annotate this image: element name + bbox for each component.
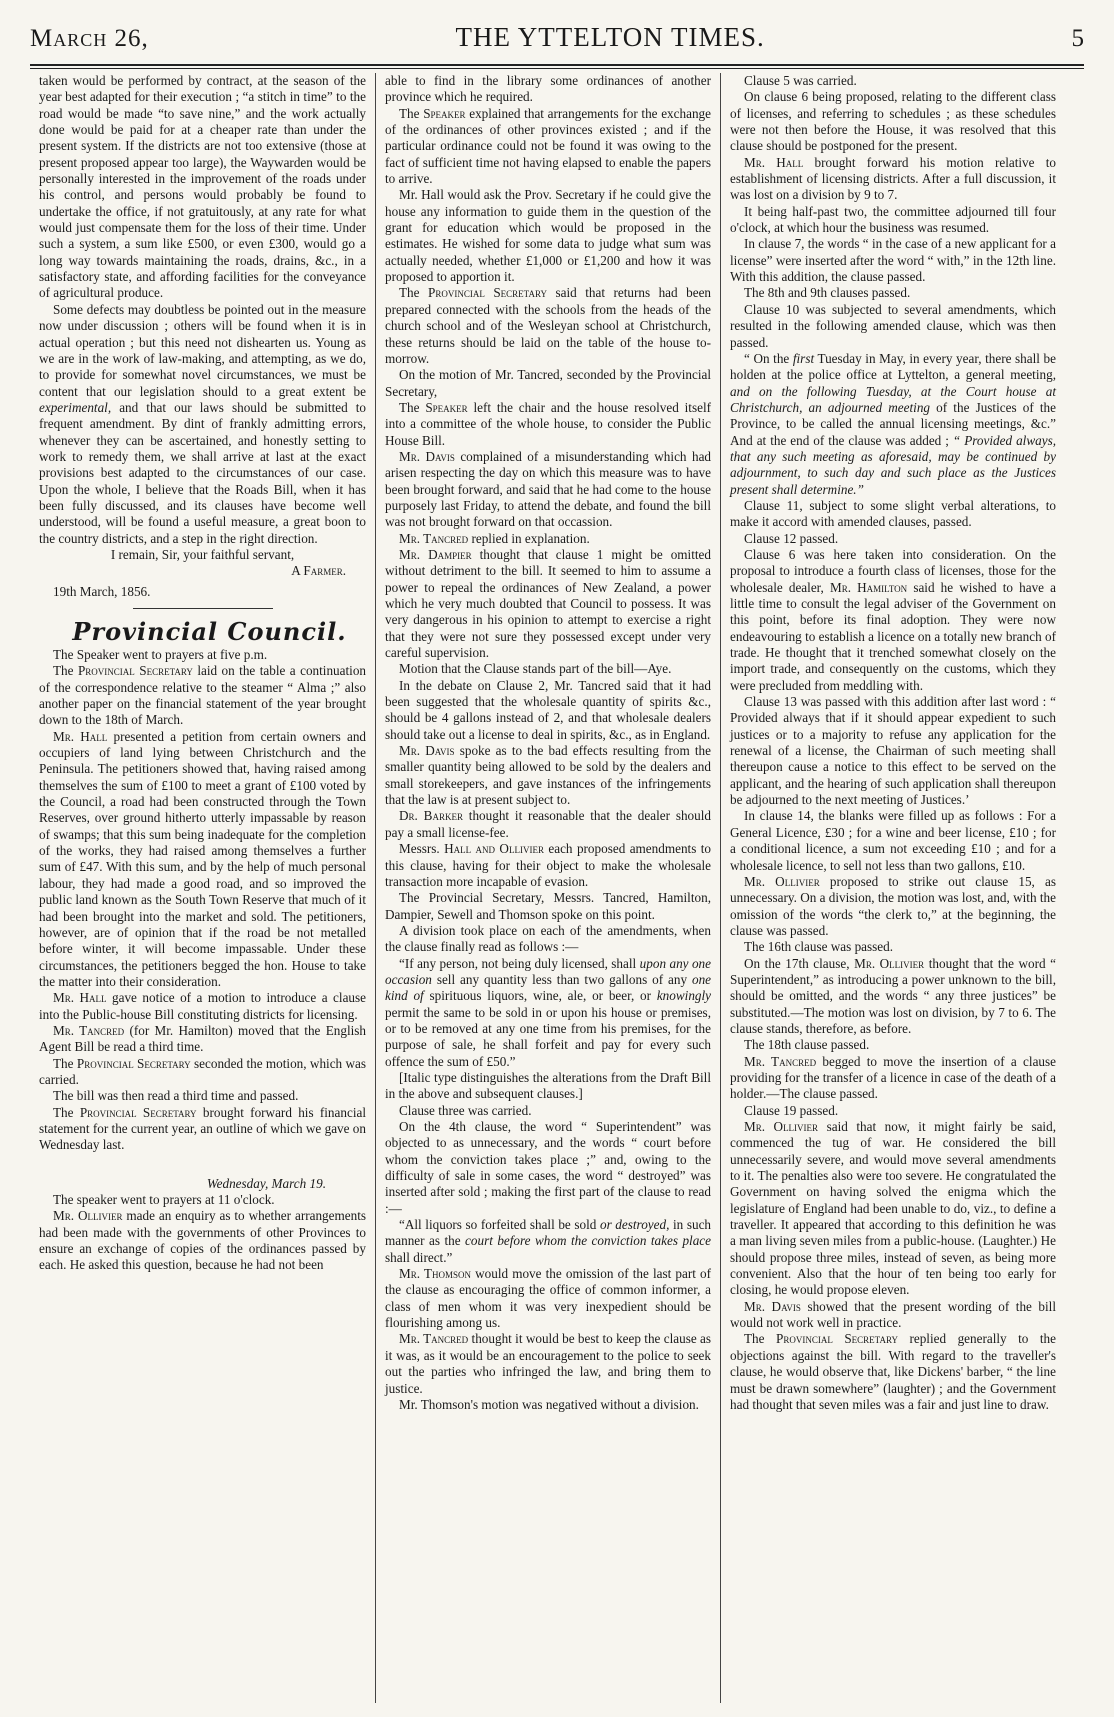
report-paragraph: Clause three was carried.: [399, 1102, 532, 1118]
report-paragraph: Mr. Hall presented a petition from certain owners and occupiers of land lying between Christchurch and the Peninsula. The petitioners showed that, having raised among themselves the sum of £100 to meet a grant of £100 voted by the Council, a road had been constructed through the Town Reserves, over ground hitherto utterly impassable by reason of swamps; that this sum being inadequate for the completion of the works, they had raised among themselves a further sum of £47. With this sum, and by the help of much personal labour, they had made a good road, and so improved the public land known as the South Town Reserve that much of it had been brought into the market and sold. The petitioners, however, are of opinion that if the road be not metalled before winter, it will become impassable. Under these circumstances, the petitioners begged the hon. House to take the matter into their consideration.: [39, 728, 367, 989]
report-paragraph: On the motion of Mr. Tancred, seconded by the Provincial Secretary,: [385, 367, 711, 399]
report-paragraph: The speaker went to prayers at 11 o'clock.: [53, 1192, 275, 1207]
report-paragraph: Mr. Davis spoke as to the bad effects resulting from the smaller quantity being allowed to be sold by the dealers and small storekeepers, and gave instances of the infringements that the law is at present subject to.: [385, 743, 712, 808]
section-heading: Provincial Council.: [72, 617, 347, 646]
report-paragraph: In clause 14, the blanks were filled up as follows : For a General Licence, £30 ; for a wine and beer license, £10 ; for a conditional licence, a sum not exceeding £10 ; and for a wholesale licence, to sell not less than two gallons, £10.: [730, 808, 1056, 873]
letter-paragraph: Some defects may doubtless be pointed out in the measure now under discussion ; others will be found when it is in actual operation ; but this need not dishearten us. Young as we are in the work of law-making, and attempting, as we do, to provide for somewhat novel circumstances, we must be content that our legislation should to a great extent be experimental, and that our laws should be submitted to frequent amendment. By dint of frankly admitting errors, whenever they can be ascertained, and honestly setting to work to remedy them, we shall arrive at last at the exact provisions best adapted to the circumstances of our case. Upon the whole, I believe that the Roads Bill, when it has been fully discussed, and its clauses have become well understood, will be found a useful measure, a great boon to the country districts, and a step in the right direction.: [39, 301, 367, 546]
report-paragraph: It being half-past two, the committee adjourned till four o'clock, at which hour the business was resumed.: [730, 203, 1056, 236]
report-paragraph: Mr. Davis showed that the present wording of the bill would not work well in practice.: [730, 1298, 1057, 1331]
letter-signature: A Farmer.: [291, 563, 346, 579]
masthead: [30, 22, 1084, 62]
report-paragraph: Mr. Davis complained of a misunderstanding which had arisen respecting the day on which this measure was to have been brought forward, and said that he had come to the house purposely last Friday, to attend the debate, and found the bill was not brought forward on that occassion.: [385, 448, 712, 530]
report-paragraph: The 16th clause was passed.: [744, 939, 894, 955]
report-paragraph: Clause 5 was carried.: [744, 73, 857, 88]
report-paragraph: Dr. Barker thought it reasonable that the dealer should pay a small license-fee.: [385, 808, 711, 840]
report-paragraph: Clause 19 passed.: [744, 1102, 839, 1118]
report-paragraph: Mr. Thomson would move the omission of the last part of the clause as encouraging the office of common informer, a class of men whom it was very inexpedient should be flourishing among us.: [385, 1266, 712, 1331]
report-paragraph: The Speaker explained that arrangements for the exchange of the ordinances of other provinces existed ; and if the particular ordinance could not be found it was owing to the fact of sufficient time not having elapsed to enable the papers to arrive.: [385, 105, 711, 187]
report-paragraph: Mr. Tancred replied in explanation.: [399, 530, 590, 546]
editorial-note: [Italic type distinguishes the alterations from the Draft Bill in the above and subsequent clauses.]: [385, 1069, 711, 1102]
report-paragraph: Mr. Hall brought forward his motion relative to establishment of licensing districts. After a full discussion, it was lost on a division by 9 to 7.: [730, 154, 1056, 203]
report-paragraph: The Provincial Secretary laid on the table a continuation of the correspondence relative to the steamer “ Alma ;” also another paper on the financial statement of the year brought down to the 18th of March.: [39, 663, 367, 728]
report-paragraph: The bill was then read a third time and passed.: [53, 1088, 299, 1104]
report-paragraph: On clause 6 being proposed, relating to the different class of licenses, and referring to schedules ; as these schedules were not then before the House, it was resolved that this clause should be postponed for the present.: [730, 89, 1056, 154]
report-paragraph: Mr. Ollivier said that now, it might fairly be said, commenced the tug of war. He considered the bill unnecessarily severe, and would move several amendments to it. The penalties also were too severe. He congratulated the Government on having solved the enigma which the legislature of England had been unable to do, viz., to define a traveller. It appeared that according to this definition he was a man living seven miles from a public-house. (Laughter.) He should propose three miles, instead of seven, as being more convenient. Also that the hour of ten being too early for closing, he would propose eleven.: [730, 1119, 1056, 1298]
column-2: [375, 73, 720, 1703]
letter-date: 19th March, 1856.: [53, 583, 151, 599]
report-paragraph: Clause 11, subject to some slight verbal alterations, to make it accord with amended clauses, passed.: [730, 497, 1056, 530]
report-paragraph: Clause 13 was passed with this addition after last word : “ Provided always that if it should appear expedient to such justices or to a majority to refuse any application for the renewal of a license, the Chairman of such meeting shall thereupon cause a notice to this effect to be served on the applicant, and the hearing of such application shall thereupon be adjourned to the next meeting of Justices.’: [730, 694, 1056, 808]
report-paragraph: Clause 6 was here taken into consideration. On the proposal to introduce a fourth class of licenses, those for the wholesale dealer, Mr. Hamilton said he wished to have a little time to consult the legal adviser of the Government on this point, before its final adoption. They were now endeavouring to establish a licence on a totally new branch of trade. He thought that it trenched somewhat closely on the import trade, and consequently on the customs, which they were precluded from meddling with.: [730, 546, 1057, 693]
report-paragraph: The Provincial Secretary brought forward his financial statement for the current year, an outline of which we gave on Wednesday last.: [39, 1104, 367, 1153]
report-paragraph: Mr. Hall would ask the Prov. Secretary if he could give the house any information to guide them in the question of the grant for education which would be proposed in the estimates. He wished for some data to judge what sum was actually needed, whether £1,000 or £1,200 and how it was proposed to apportion it.: [385, 187, 711, 285]
newspaper-title: THE YTTELTON TIMES.: [455, 22, 765, 52]
report-paragraph: Clause 12 passed.: [744, 530, 839, 546]
report-paragraph: The 8th and 9th clauses passed.: [744, 285, 911, 301]
report-paragraph: Motion that the Clause stands part of the bill—Aye.: [399, 661, 672, 677]
report-paragraph: The Provincial Secretary, Messrs. Tancred, Hamilton, Dampier, Sewell and Thomson spoke on this point.: [385, 890, 711, 922]
report-paragraph: Mr. Tancred (for Mr. Hamilton) moved that the English Agent Bill be read a third time.: [39, 1022, 367, 1055]
report-paragraph: The Speaker went to prayers at five p.m.: [53, 647, 268, 662]
report-paragraph: On the 17th clause, Mr. Ollivier thought that the word “ Superintendent,” as introducing a power unknown to the bill, should be omitted, and the words “ any three justices” be substituted.—The motion was lost on division, by 7 to 6. The clause stands, therefore, as before.: [730, 955, 1057, 1036]
issue-date: March 26,: [30, 25, 149, 52]
letter-paragraph: taken would be performed by contract, at the season of the year best adapted for their execution ; “a stitch in time” to the road would be made “to save nine,” and the work actually done would be paid for at a cheaper rate than under the present system. If the districts are not too extensive (those at present proposed appear too large), the Waywarden would be personally interested in the improvement of the roads under his control, and persons would probably be found to undertake the office, if not gratuitously, at any rate for what would just compensate them for the loss of their time. Under such a system, a sum like £500, or even £300, would go a long way towards maintaining the roads, drains, &c., in a satisfactory state, and affording facilities for the conveyance of agricultural produce.: [39, 73, 366, 301]
report-paragraph: In the debate on Clause 2, Mr. Tancred said that it had been suggested that the wholesale quantity of spirits &c., should be 4 gallons instead of 2, and that wholesale dealers should take out a license to deal in spirits, &c., as in England.: [385, 677, 711, 742]
column-1: [30, 73, 375, 1703]
quoted-clause: “ On the first Tuesday in May, in every year, there shall be holden at the police office at Lyttelton, a general meeting, and on the following Tuesday, at the Court house at Christchurch, an adjourned meeting of the Justices of the Province, to be called the annual licensing meetings, &c.” And at the end of the clause was added ; “ Provided always, that any such meeting as aforesaid, may be continued by adjournment, to such day and such place as the Justices present shall determine.”: [730, 350, 1056, 497]
session-dateline: Wednesday, March 19.: [206, 1175, 326, 1191]
report-paragraph: Messrs. Hall and Ollivier each proposed amendments to this clause, having for their object to make the wholesale transaction more incapable of evasion.: [385, 841, 712, 889]
report-paragraph: A division took place on each of the amendments, when the clause finally read as follows :—: [385, 922, 711, 955]
letter-closing: I remain, Sir, your faithful servant,: [110, 546, 295, 562]
report-paragraph: The 18th clause passed.: [744, 1037, 870, 1053]
report-paragraph: The Provincial Secretary said that returns had been prepared connected with the schools from the heads of the church school and of the Wesleyan school at Christchurch, these returns should be laid on the table of the house to-morrow.: [385, 285, 712, 366]
report-paragraph: In clause 7, the words “ in the case of a new applicant for a license” were inserted after the word “ with,” in the 12th line. With this addition, the clause passed.: [730, 236, 1056, 285]
report-paragraph: able to find in the library some ordinances of another province which he required.: [385, 73, 711, 105]
report-paragraph: The Provincial Secretary replied generally to the objections against the bill. With regard to the traveller's clause, he would observe that, like Dickens' barber, “ the line must be drawn somewhere” (laughter) ; and the Government had thought that seven miles was a fair and just line to draw.: [730, 1331, 1057, 1412]
report-paragraph: Mr. Hall gave notice of a motion to introduce a clause into the Public-house Bill constituting districts for licensing.: [39, 990, 367, 1022]
page-number: 5: [1071, 25, 1084, 52]
report-paragraph: Mr. Ollivier made an enquiry as to whether arrangements had been made with the governments of other Provinces to ensure an exchange of copies of the ordinances passed by each. He asked this question, because he had not been: [39, 1208, 366, 1273]
quoted-clause: “All liquors so forfeited shall be sold or destroyed, in such manner as the court before whom the conviction takes place shall direct.”: [385, 1217, 712, 1265]
report-paragraph: Mr. Tancred begged to move the insertion of a clause providing for the transfer of a licence in case of the death of a holder.—The clause passed.: [730, 1053, 1057, 1102]
report-paragraph: On the 4th clause, the word “ Superintendent” was objected to as unnecessary, and the words “ court before whom the conviction takes place ;” and, owing to the difficulty of sale in some cases, the word “ destroyed” was inserted after sold ; making the first part of the clause to read :—: [385, 1119, 711, 1216]
columns: [30, 73, 1084, 1703]
report-paragraph: The Speaker left the chair and the house resolved itself into a committee of the whole house, to consider the Public House Bill.: [385, 399, 711, 448]
masthead-rule: [30, 64, 1084, 69]
report-paragraph: Mr. Tancred thought it would be best to keep the clause as it was, as it would be an encouragement to the police to seek out the parties who infringed the law, and bring them to justice.: [385, 1331, 712, 1396]
report-paragraph: Clause 10 was subjected to several amendments, which resulted in the following amended clause, which was then passed.: [730, 301, 1056, 350]
report-paragraph: Mr. Ollivier proposed to strike out clause 15, as unnecessary. On a division, the motion was lost, and, with the omission of the words “the clerk to,” at the beginning, the clause was passed.: [730, 873, 1056, 938]
section-divider: [133, 608, 273, 609]
report-paragraph: The Provincial Secretary seconded the motion, which was carried.: [39, 1055, 367, 1087]
quoted-clause: “If any person, not being duly licensed, shall upon any one occasion sell any quantity less than two gallons of any one kind of spirituous liquors, wine, ale, or beer, or knowingly permit the same to be sold in or upon his house or premises, or to be removed at any one time from his premises, for the purpose of sale, he shall forfeit and pay for every such offence the sum of £50.”: [385, 955, 712, 1069]
report-paragraph: Mr. Thomson's motion was negatived without a division.: [399, 1396, 699, 1412]
column-3: [720, 73, 1065, 1703]
report-paragraph: Mr. Dampier thought that clause 1 might be omitted without detriment to the bill. It seemed to him to assume a power to repeal the ordinances of New Zealand, a power which he very much doubted that Council to possess. It was very dangerous in his opinion to attempt to exercise a right that they were not sure they possessed except under very careful supervision.: [385, 546, 711, 661]
